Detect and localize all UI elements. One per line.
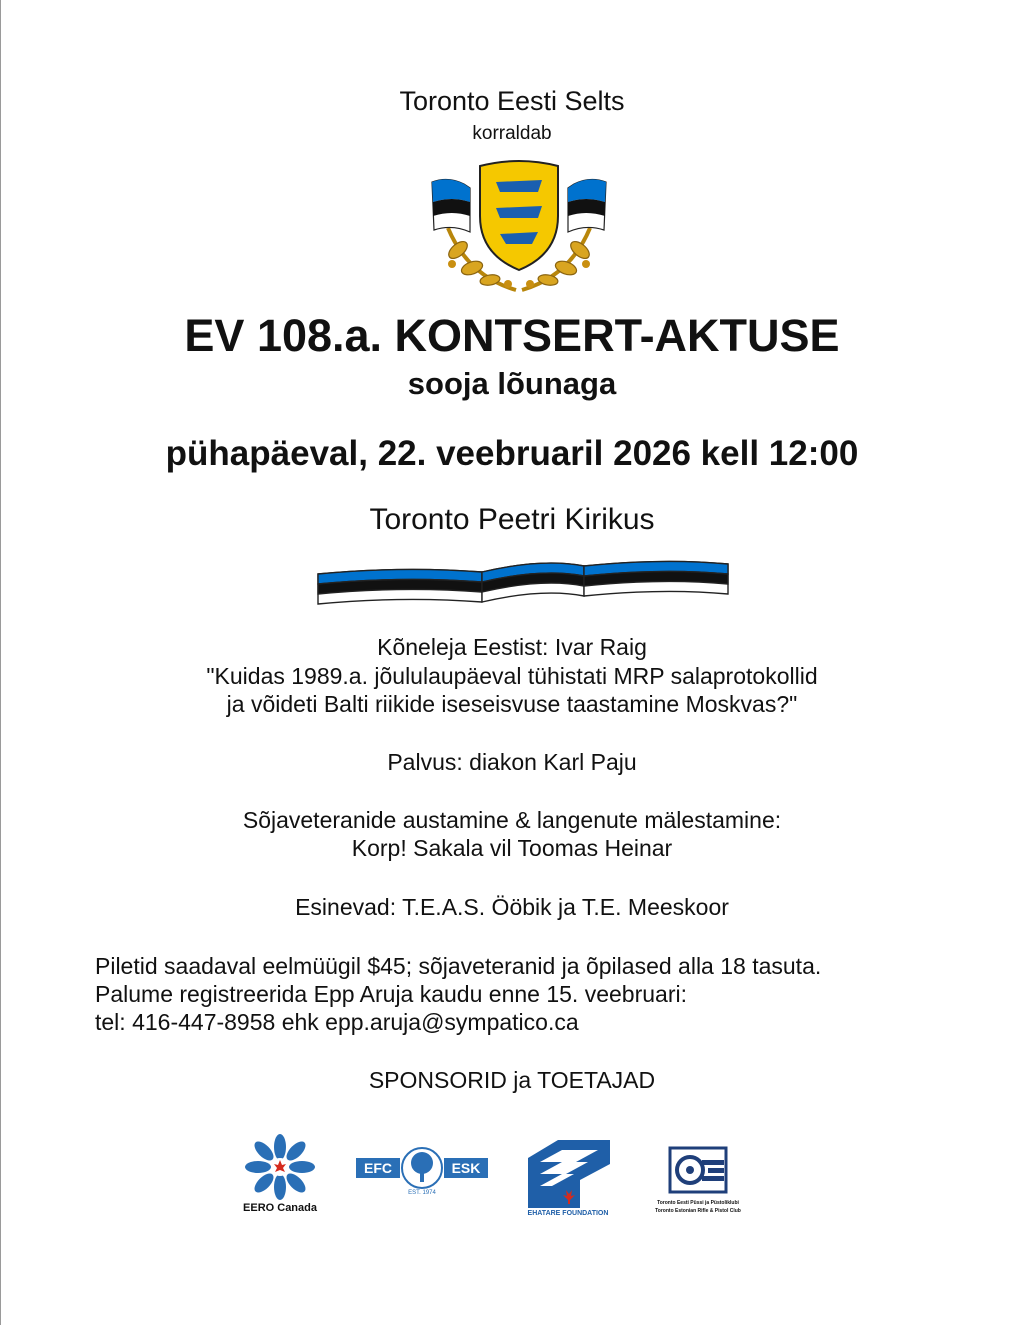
- rifle-club-caption-line1: Toronto Eesti Püssi ja Püstoliklubi: [657, 1200, 739, 1206]
- estonian-coat-of-arms: [428, 158, 610, 294]
- rifle-club-caption: [640, 1199, 756, 1215]
- event-title: EV 108.a. KONTSERT-AKTUSE: [184, 310, 840, 361]
- event-subtitle: sooja lõunaga: [407, 366, 617, 401]
- rifle-club-logo: [668, 1146, 728, 1194]
- event-venue: Toronto Peetri Kirikus: [369, 503, 655, 536]
- event-datetime: pühapäeval, 22. veebruaril 2026 kell 12:00: [165, 434, 859, 473]
- veterans-line-1: Sõjaveteranide austamine & langenute mälestamine:: [242, 807, 782, 833]
- efc-label: EFC: [356, 1158, 400, 1178]
- efc-esk-logo: [356, 1146, 488, 1198]
- tickets-line-3: tel: 416-447-8958 ehk epp.aruja@sympatico.ca: [95, 1009, 579, 1035]
- performers-line: Esinevad: T.E.A.S. Ööbik ja T.E. Meeskoor: [295, 894, 729, 920]
- tickets-line-1: Piletid saadaval eelmüügil $45; sõjaveteranid ja õpilased alla 18 tasuta.: [95, 953, 822, 979]
- eero-cornflower-logo: [244, 1133, 316, 1201]
- speaker-line: Kõneleja Eestist: Ivar Raig: [377, 634, 647, 660]
- efc-est-label: EST. 1974: [408, 1190, 436, 1196]
- rifle-club-caption-line2: Toronto Estonian Rifle & Pistol Club: [655, 1208, 741, 1214]
- prayer-line: Palvus: diakon Karl Paju: [387, 749, 637, 775]
- organizer-name: Toronto Eesti Selts: [399, 86, 625, 116]
- organizer-note: korraldab: [472, 123, 552, 144]
- estonian-flag-ribbon: [312, 554, 734, 608]
- ehatare-caption: EHATARE FOUNDATION: [527, 1210, 609, 1217]
- tree-icon: [400, 1146, 444, 1190]
- veterans-line-2: Korp! Sakala vil Toomas Heinar: [351, 835, 673, 861]
- tickets-line-2: Palume registreerida Epp Aruja kaudu enne 15. veebruari:: [95, 981, 687, 1007]
- esk-label: ESK: [444, 1158, 488, 1178]
- eero-caption: EERO Canada: [243, 1202, 317, 1214]
- sponsors-heading: SPONSORID ja TOETAJAD: [368, 1067, 656, 1093]
- topic-line-2: ja võideti Balti riikide iseseisvuse taastamine Moskvas?": [226, 691, 798, 717]
- topic-line-1: "Kuidas 1989.a. jõululaupäeval tühistati MRP salaprotokollid: [206, 663, 818, 689]
- ehatare-logo: [526, 1138, 610, 1210]
